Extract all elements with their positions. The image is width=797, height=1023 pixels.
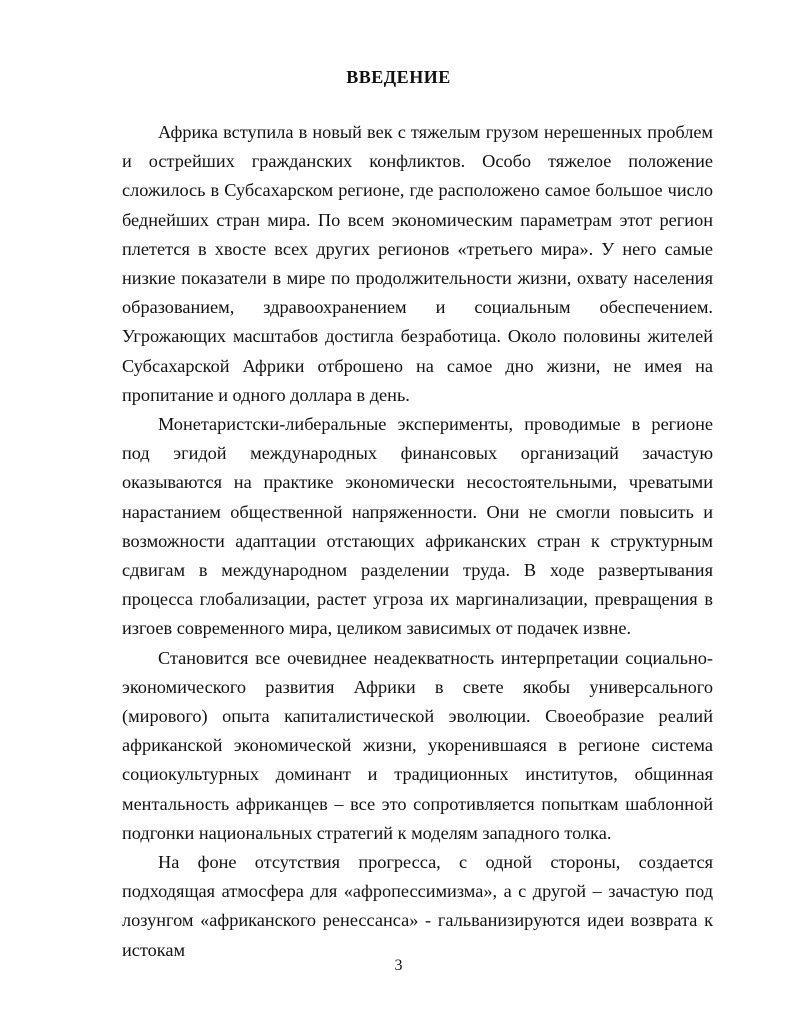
page-number: 3 — [394, 957, 403, 974]
paragraph-4: На фоне отсутствия прогресса, с одной стороны, создается подходящая атмосфера для «афропессимизма», а с другой – зачастую под лозунгом «африканского ренессанса» - гальванизируются идеи возврата к истокам — [122, 852, 713, 960]
paragraph-3: Становится все очевиднее неадекватность интерпретации социально-экономического развития Африки в свете якобы универсального (мирового) опыта капиталистической эволюции. Своеобразие реалий африканской экономической жизни, укоренившаяся в регионе система социокультурных доминант и традиционных институтов, общинная ментальность африканцев – все это сопротивляется попыткам шаблонной подгонки национальных стратегий к моделям западного толка. — [122, 647, 713, 843]
page-title: ВВЕДЕНИЕ — [346, 67, 451, 87]
paragraph-1: Африка вступила в новый век с тяжелым грузом нерешенных проблем и острейших гражданских конфликтов. Особо тяжелое положение сложилось в Субсахарском регионе, где расположено самое большое число беднейших стран мира. По всем экономическим параметрам этот регион плетется в хвосте всех других регионов «третьего мира». У него самые низкие показатели в мире по продолжительности жизни, охвату населения образованием, здравоохранением и социальным обеспечением. Угрожающих масштабов достигла безработица. Около половины жителей Субсахарской Африки отброшено на самое дно жизни, не имея на пропитание и одного доллара в день. — [122, 122, 713, 405]
paragraph-2: Монетаристски-либеральные эксперименты, проводимые в регионе под эгидой международных финансовых организаций зачастую оказываются на практике экономически несостоятельными, чреватыми нарастанием общественной напряженности. Они не смогли повысить и возможности адаптации отстающих африканских стран к структурным сдвигам в международном разделении труда. В ходе развертывания процесса глобализации, растет угроза их маргинализации, превращения в изгоев современного мира, целиком зависимых от подачек извне. — [122, 414, 713, 639]
body-text — [122, 118, 713, 965]
